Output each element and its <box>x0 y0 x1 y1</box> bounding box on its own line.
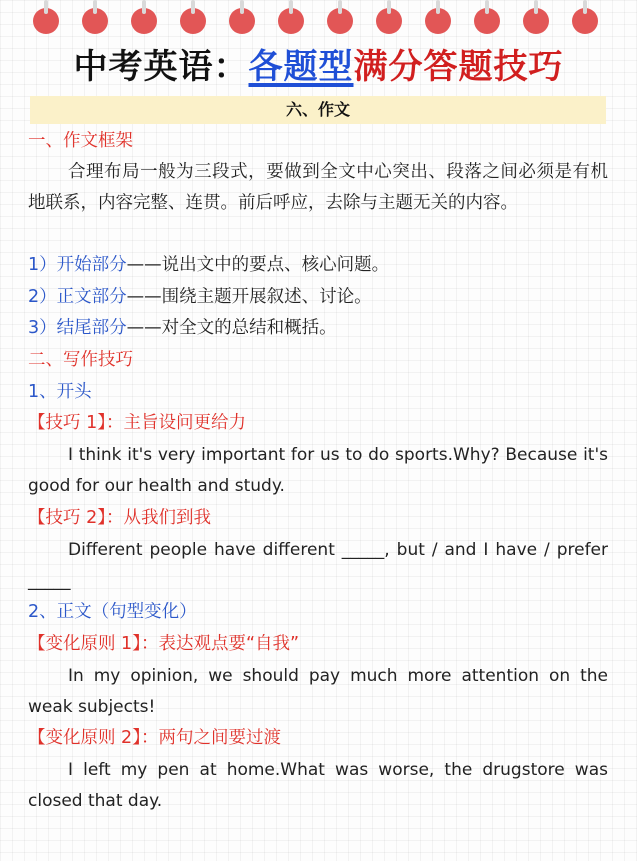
list-item-label: 3）结尾部分 <box>28 318 127 338</box>
example-3: In my opinion, we should pay much more attention on the weak subjects! <box>28 666 608 717</box>
ring-icon <box>327 8 353 34</box>
ring-icon <box>523 8 549 34</box>
framework-paragraph: 合理布局一般为三段式，要做到全文中心突出、段落之间必须是有机地联系，内容完整、连贯。前后呼应，去除与主题无关的内容。 <box>28 162 608 213</box>
notebook-binding-rings <box>0 0 637 44</box>
list-item-text: ——对全文的总结和概括。 <box>126 318 337 338</box>
example-4: I left my pen at home.What was worse, the drugstore was closed that day. <box>28 760 608 811</box>
ring-icon <box>33 8 59 34</box>
list-item <box>28 282 613 313</box>
list-item-text: ——围绕主题开展叙述、讨论。 <box>126 287 372 307</box>
ring-icon <box>474 8 500 34</box>
example-1: I think it's very important for us to do sports.Why? Because it's good for our health and study. <box>28 445 608 496</box>
rule-1: 【变化原则 1】：表达观点要“自我” <box>28 634 300 654</box>
list-item-label: 2）正文部分 <box>28 287 127 307</box>
ring-icon <box>180 8 206 34</box>
tip-2: 【技巧 2】：从我们到我 <box>28 508 211 528</box>
ring-icon <box>572 8 598 34</box>
heading-framework: 一、作文框架 <box>28 131 133 151</box>
ring-icon <box>131 8 157 34</box>
heading-writing-tips: 二、写作技巧 <box>28 350 133 370</box>
list-item <box>28 313 613 344</box>
list-item <box>28 250 613 281</box>
title-prefix: 中考英语： <box>73 47 249 87</box>
ring-icon <box>376 8 402 34</box>
subheading-body: 2、正文（句型变化） <box>28 602 197 622</box>
list-item-label: 1）开始部分 <box>28 255 127 275</box>
example-2: Different people have different _____, but / and I have / prefer _____ <box>28 540 608 591</box>
subheading-opening: 1、开头 <box>28 382 92 402</box>
rule-2: 【变化原则 2】：两句之间要过渡 <box>28 728 281 748</box>
ring-icon <box>278 8 304 34</box>
section-heading: 六、作文 <box>30 96 606 124</box>
title-suffix: 满分答题技巧 <box>353 47 564 87</box>
page-title <box>0 44 637 90</box>
ring-icon <box>425 8 451 34</box>
title-highlight: 各题型 <box>248 47 354 87</box>
list-item-text: ——说出文中的要点、核心问题。 <box>126 255 390 275</box>
ring-icon <box>82 8 108 34</box>
ring-icon <box>229 8 255 34</box>
tip-1: 【技巧 1】：主旨设问更给力 <box>28 413 246 433</box>
